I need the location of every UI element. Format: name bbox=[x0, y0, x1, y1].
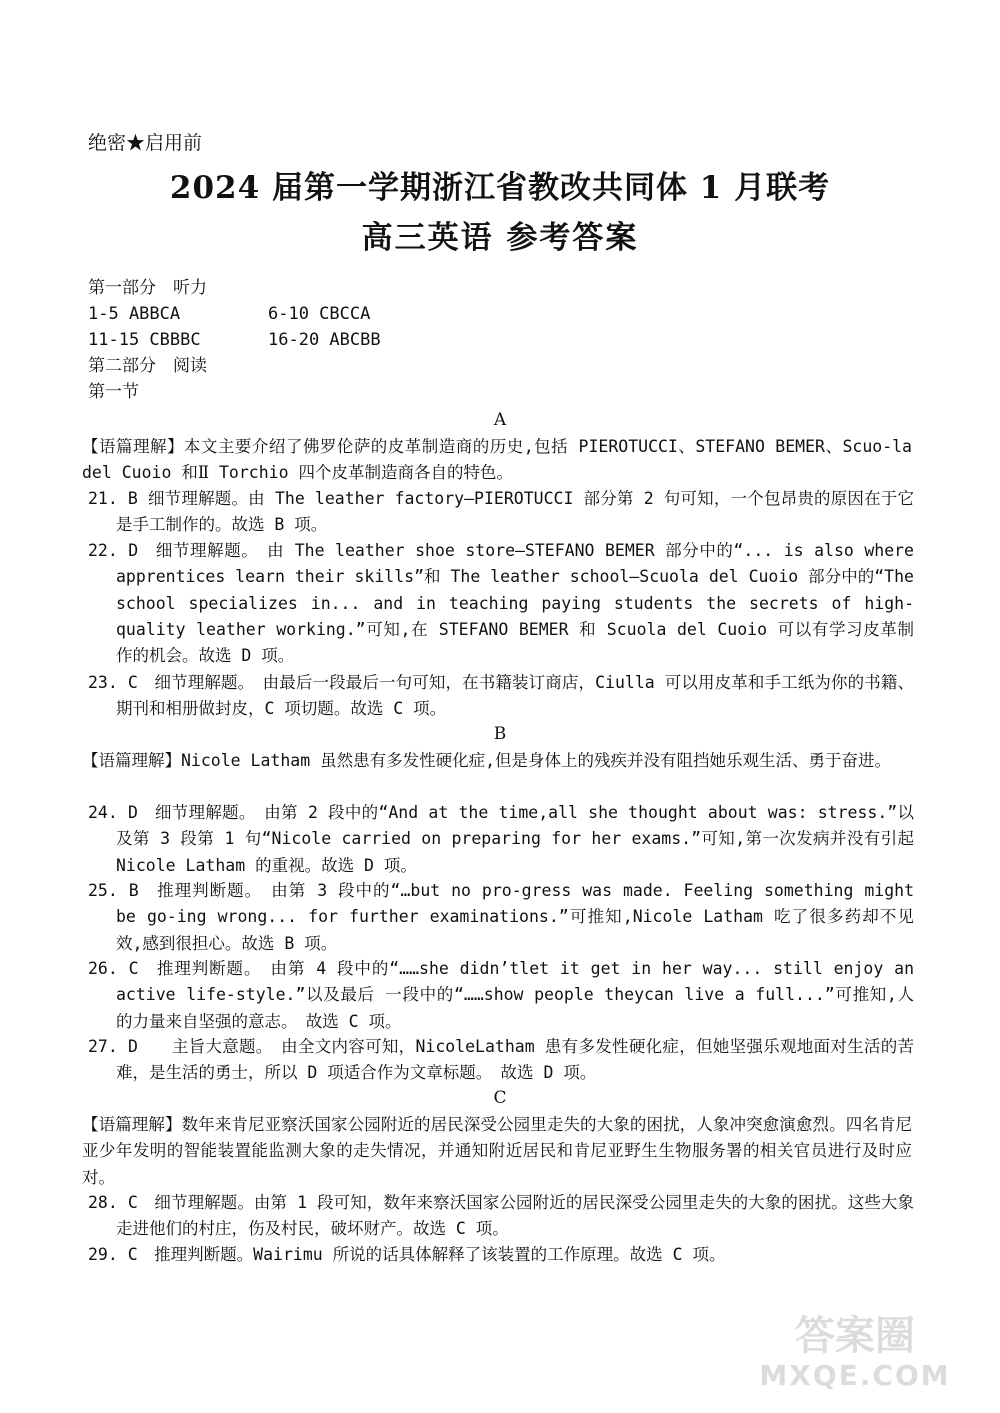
answer-28: 28. C 细节理解题。由第 1 段可知，数年来察沃国家公园附近的居民深受公园里走失的大象的困扰。这些大象走进他们的村庄，伤及村民，破坏财产。故选 C 项。 bbox=[88, 1193, 914, 1239]
watermark-logo-icon bbox=[750, 1303, 960, 1395]
answer-21: 21. B 细节理解题。由 The leather factory—PIEROTUCCI 部分第 2 句可知，一个包昂贵的原因在于它是手工制作的。故选 B 项。 bbox=[88, 489, 914, 535]
answer-25: 25. B 推理判断题。 由第 3 段中的“…but no pro-gress was made. Feeling something might be go-ing wrong... for further examinations.”可推知,Nicole Latham 吃了很多药却不见效,感到很担心。故选 B 项。 bbox=[88, 881, 914, 953]
answer-29: 29. C 推理判断题。Wairimu 所说的话具体解释了该装置的工作原理。故选 C 项。 bbox=[88, 1245, 726, 1264]
section-heading: 第一节 bbox=[88, 382, 139, 402]
part2-heading: 第二部分 阅读 bbox=[88, 356, 207, 376]
part1-heading: 第一部分 听力 bbox=[88, 278, 207, 298]
answer-24: 24. D 细节理解题。 由第 2 段中的“And at the time,all she thought about was: stress.”以及第 3 段第 1 句“Nicole carried on preparing for her exams.”可知,第一次发病并没有引起 Nicole Latham 的重视。故选 D 项。 bbox=[88, 803, 914, 875]
listening-answers-6-10: 6-10 CBCCA bbox=[268, 304, 371, 324]
passage-letter-c: C bbox=[493, 1088, 507, 1108]
exam-subtitle: 高三英语 参考答案 bbox=[361, 220, 639, 256]
passage-b-summary: 【语篇理解】Nicole Latham 虽然患有多发性硬化症,但是身体上的残疾并没有阻挡她乐观生活、勇于奋进。 bbox=[82, 751, 892, 770]
listening-answers-1-5: 1-5 ABBCA bbox=[88, 304, 181, 324]
exam-title: 2024 届第一学期浙江省教改共同体 1 月联考 bbox=[169, 170, 831, 206]
answer-26: 26. C 推理判断题。 由第 4 段中的“……she didn’tlet it get in her way... still enjoy an active life-style.”以及最后 一段中的“……show people theycan live a full...”可推知,人的力量来自坚强的意志。 故选 C 项。 bbox=[88, 959, 914, 1031]
passage-letter-a: A bbox=[493, 410, 507, 430]
passage-a-summary: 【语篇理解】本文主要介绍了佛罗伦萨的皮革制造商的历史,包括 PIEROTUCCI、STEFANO BEMER、Scuo-la del Cuoio 和Ⅱ Torchio 四个皮革制造商各自的特色。 bbox=[82, 437, 912, 483]
listening-answers-16-20: 16-20 ABCBB bbox=[268, 330, 381, 350]
answer-27: 27. D 主旨大意题。 由全文内容可知，NicoleLatham 患有多发性硬化症，但她坚强乐观地面对生活的苦难，是生活的勇士，所以 D 项适合作为文章标题。 故选 D 项。 bbox=[88, 1037, 914, 1083]
passage-c-summary: 【语篇理解】数年来肯尼亚察沃国家公园附近的居民深受公园里走失的大象的困扰，人象冲突愈演愈烈。四名肯尼亚少年发明的智能装置能监测大象的走失情况，并通知附近居民和肯尼亚野生生物服务署的相关官员进行及时应对。 bbox=[82, 1115, 912, 1187]
watermark-bottom-text: MXQE.COM bbox=[759, 1359, 951, 1392]
confidential-label: 绝密★启用前 bbox=[88, 132, 203, 154]
watermark-top-text: 答案圈 bbox=[795, 1313, 915, 1359]
listening-answers-11-15: 11-15 CBBBC bbox=[88, 330, 201, 350]
answer-23: 23. C 细节理解题。 由最后一段最后一句可知，在书籍装订商店，Ciulla 可以用皮革和手工纸为你的书籍、期刊和相册做封皮，C 项切题。故选 C 项。 bbox=[88, 673, 914, 719]
answer-22: 22. D 细节理解题。 由 The leather shoe store—STEFANO BEMER 部分中的“... is also where apprentices learn their skills”和 The leather school—Scuola del Cuoio 部分中的“The school specializes in... and in teaching paying students the secrets of high-quality leather working.”可知,在 STEFANO BEMER 和 Scuola del Cuoio 可以有学习皮革制作的机会。故选 D 项。 bbox=[88, 541, 914, 666]
passage-letter-b: B bbox=[493, 724, 507, 744]
